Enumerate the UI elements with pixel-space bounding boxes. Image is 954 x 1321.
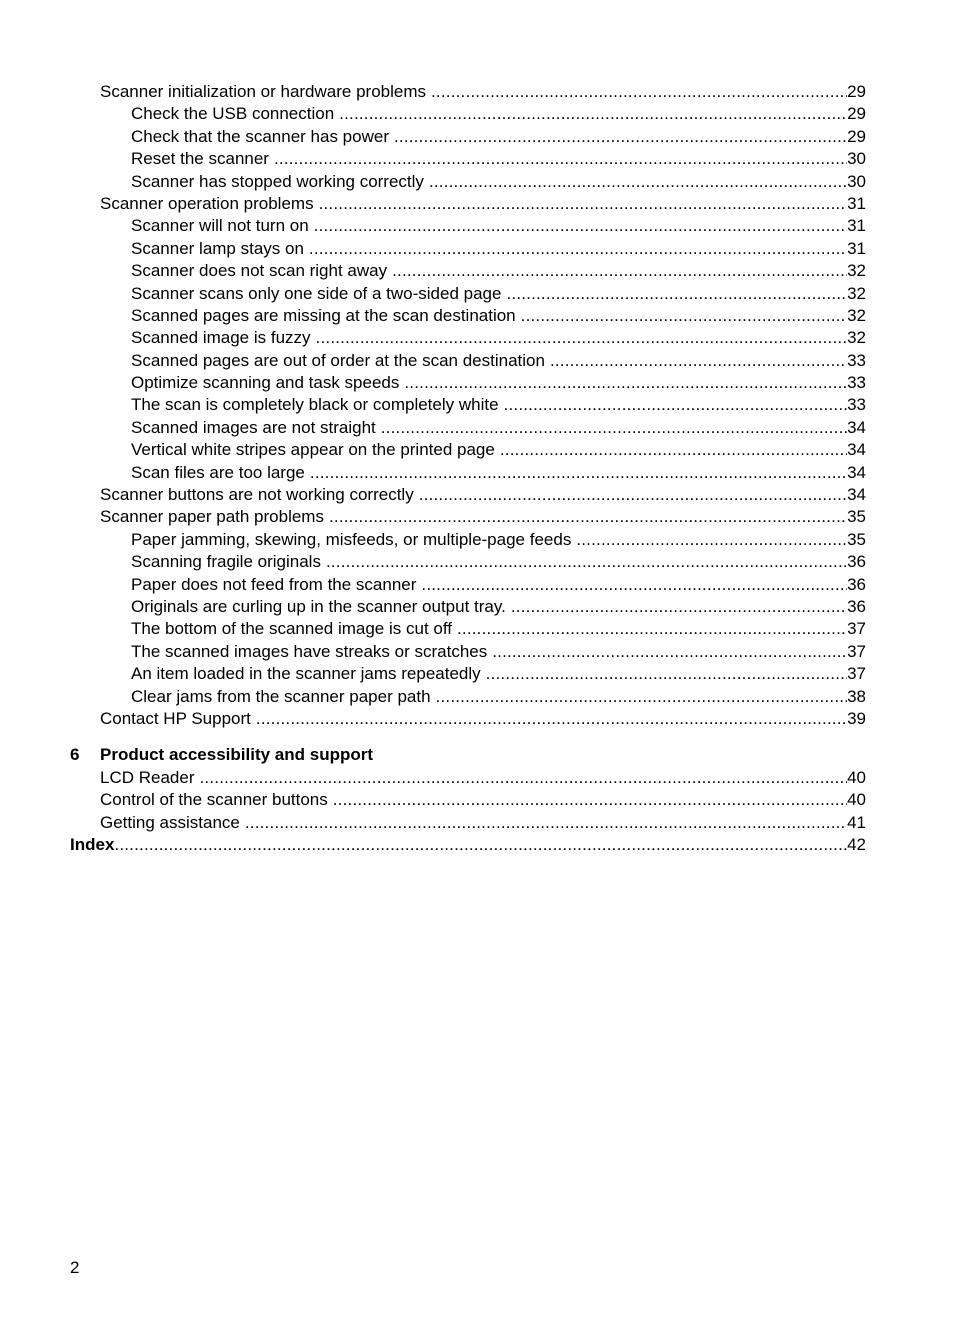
- toc-entry-page: 32: [847, 328, 866, 348]
- toc-entry-row: [131, 171, 866, 193]
- table-of-contents: [0, 81, 954, 856]
- toc-entry-title: Scanned image is fuzzy: [131, 328, 311, 348]
- toc-entry-page: 29: [847, 126, 866, 146]
- toc-entry[interactable]: [0, 148, 954, 170]
- toc-entry[interactable]: [0, 305, 954, 327]
- toc-dot-leader: [200, 767, 848, 789]
- toc-entry-page: 33: [847, 350, 866, 370]
- toc-dot-leader: [436, 686, 848, 708]
- toc-entry[interactable]: [0, 789, 954, 811]
- toc-dot-leader: [576, 529, 847, 551]
- toc-entry-title: Scanner scans only one side of a two-sided page: [131, 283, 502, 303]
- toc-dot-leader: [339, 103, 847, 125]
- toc-entry-row: [100, 789, 866, 811]
- toc-entry[interactable]: [0, 394, 954, 416]
- toc-entry[interactable]: [0, 686, 954, 708]
- toc-entry[interactable]: [0, 215, 954, 237]
- toc-section-list: [0, 81, 954, 730]
- toc-entry-title: Getting assistance: [100, 812, 240, 832]
- toc-entry-title: Scanned images are not straight: [131, 417, 376, 437]
- toc-dot-leader: [404, 372, 847, 394]
- toc-entry-row: [131, 596, 866, 618]
- chapter-title: Product accessibility and support: [100, 745, 374, 765]
- toc-entry[interactable]: [0, 596, 954, 618]
- toc-entry-page: 33: [847, 395, 866, 415]
- toc-entry-title: Scanner buttons are not working correctly: [100, 485, 414, 505]
- toc-entry-row: [100, 484, 866, 506]
- toc-entry[interactable]: [0, 439, 954, 461]
- toc-entry-title: Scanned pages are out of order at the scan destination: [131, 350, 545, 370]
- toc-entry-title: The scanned images have streaks or scratches: [131, 641, 488, 661]
- toc-entry-page: 37: [847, 664, 866, 684]
- toc-entry-row: [100, 506, 866, 528]
- toc-entry-page: 34: [847, 485, 866, 505]
- toc-entry-page: 36: [847, 574, 866, 594]
- toc-dot-leader: [421, 574, 847, 596]
- toc-entry-page: 29: [847, 104, 866, 124]
- toc-entry-title: Originals are curling up in the scanner output tray.: [131, 596, 506, 616]
- toc-entry-page: 34: [847, 417, 866, 437]
- toc-entry[interactable]: [0, 372, 954, 394]
- toc-dot-leader: [256, 708, 847, 730]
- toc-entry-title: Index: [70, 834, 115, 854]
- toc-entry-page: 34: [847, 462, 866, 482]
- toc-entry-page: 36: [847, 552, 866, 572]
- toc-dot-leader: [310, 462, 847, 484]
- toc-chapter-list: [0, 767, 954, 834]
- toc-entry-title: Paper jamming, skewing, misfeeds, or multiple-page feeds: [131, 529, 572, 549]
- toc-entry-page: 32: [847, 283, 866, 303]
- toc-dot-leader: [511, 596, 847, 618]
- toc-entry-row: [131, 372, 866, 394]
- toc-dot-leader: [245, 812, 847, 834]
- toc-entry-title: Vertical white stripes appear on the printed page: [131, 440, 495, 460]
- toc-entry-row: [131, 686, 866, 708]
- toc-entry-row: [70, 834, 866, 856]
- toc-entry-row: [131, 417, 866, 439]
- toc-entry-row: [100, 81, 866, 103]
- toc-entry[interactable]: [0, 193, 954, 215]
- toc-entry-row: [131, 574, 866, 596]
- toc-entry[interactable]: [0, 327, 954, 349]
- toc-entry[interactable]: [0, 551, 954, 573]
- toc-entry-row: [131, 439, 866, 461]
- toc-entry-row: [131, 641, 866, 663]
- toc-entry[interactable]: [0, 238, 954, 260]
- toc-entry[interactable]: [0, 529, 954, 551]
- toc-entry-row: [131, 283, 866, 305]
- toc-entry-row: [131, 529, 866, 551]
- toc-entry[interactable]: [0, 574, 954, 596]
- page-number: 2: [70, 1258, 80, 1277]
- toc-entry[interactable]: [0, 641, 954, 663]
- toc-dot-leader: [394, 126, 847, 148]
- toc-index-list: [0, 834, 954, 856]
- toc-entry-page: 38: [847, 686, 866, 706]
- toc-entry-row: [131, 462, 866, 484]
- toc-entry[interactable]: [0, 506, 954, 528]
- toc-entry-title: Scanner lamp stays on: [131, 238, 304, 258]
- toc-dot-leader: [114, 834, 847, 856]
- toc-entry-title: LCD Reader: [100, 767, 195, 787]
- toc-entry-title: Control of the scanner buttons: [100, 790, 328, 810]
- toc-entry-title: Scan files are too large: [131, 462, 305, 482]
- toc-entry-page: 36: [847, 596, 866, 616]
- toc-entry-page: 29: [847, 82, 866, 101]
- toc-entry-page: 30: [847, 171, 866, 191]
- toc-entry-title: An item loaded in the scanner jams repeatedly: [131, 664, 481, 684]
- toc-entry-page: 41: [847, 812, 866, 832]
- toc-entry-title: Scanner has stopped working correctly: [131, 171, 424, 191]
- toc-entry-row: [131, 350, 866, 372]
- toc-entry[interactable]: [0, 618, 954, 640]
- chapter-number: 6: [70, 745, 80, 765]
- toc-entry[interactable]: [0, 126, 954, 148]
- toc-entry-page: 31: [847, 216, 866, 236]
- toc-entry-page: 32: [847, 261, 866, 281]
- toc-entry-page: 34: [847, 440, 866, 460]
- toc-entry[interactable]: [0, 171, 954, 193]
- toc-dot-leader: [521, 305, 847, 327]
- toc-entry[interactable]: [0, 462, 954, 484]
- toc-entry-row: [131, 126, 866, 148]
- toc-entry-page: 32: [847, 305, 866, 325]
- toc-entry-page: 35: [847, 507, 866, 527]
- toc-entry-title: Scanner does not scan right away: [131, 261, 388, 281]
- toc-entry-title: Paper does not feed from the scanner: [131, 574, 417, 594]
- toc-entry[interactable]: [0, 812, 954, 834]
- toc-dot-leader: [492, 641, 847, 663]
- toc-dot-leader: [550, 350, 847, 372]
- toc-entry-page: 31: [847, 238, 866, 258]
- toc-dot-leader: [486, 663, 847, 685]
- toc-entry-page: 31: [847, 193, 866, 213]
- toc-dot-leader: [319, 193, 848, 215]
- toc-dot-leader: [274, 148, 847, 170]
- toc-entry-row: [131, 551, 866, 573]
- toc-entry-row: [131, 238, 866, 260]
- toc-entry-row: [131, 215, 866, 237]
- toc-entry[interactable]: [0, 834, 954, 856]
- toc-entry-title: Scanning fragile originals: [131, 552, 321, 572]
- toc-entry-row: [131, 260, 866, 282]
- toc-entry-title: Optimize scanning and task speeds: [131, 373, 400, 393]
- toc-dot-leader: [314, 215, 847, 237]
- toc-entry[interactable]: [0, 103, 954, 125]
- toc-entry-page: 37: [847, 641, 866, 661]
- toc-entry-page: 30: [847, 149, 866, 169]
- toc-entry-row: [131, 327, 866, 349]
- toc-entry-title: Scanned pages are missing at the scan destination: [131, 305, 516, 325]
- toc-dot-leader: [329, 506, 847, 528]
- toc-dot-leader: [309, 238, 847, 260]
- toc-dot-leader: [457, 618, 847, 640]
- toc-entry-title: Reset the scanner: [131, 149, 269, 169]
- toc-entry[interactable]: [0, 260, 954, 282]
- toc-entry-page: 42: [847, 834, 866, 854]
- toc-entry-page: 33: [847, 373, 866, 393]
- toc-dot-leader: [504, 394, 848, 416]
- toc-entry-row: [100, 193, 866, 215]
- toc-dot-leader: [326, 551, 847, 573]
- toc-entry-row: [131, 618, 866, 640]
- toc-dot-leader: [381, 417, 847, 439]
- toc-entry-row: [100, 812, 866, 834]
- toc-entry-title: Scanner operation problems: [100, 193, 314, 213]
- toc-entry-page: 39: [847, 708, 866, 728]
- toc-dot-leader: [333, 789, 847, 811]
- toc-dot-leader: [392, 260, 847, 282]
- toc-entry-title: Scanner will not turn on: [131, 216, 309, 236]
- toc-entry-title: Scanner initialization or hardware problems: [100, 82, 426, 101]
- toc-entry-row: [100, 708, 866, 730]
- toc-entry[interactable]: [0, 663, 954, 685]
- toc-entry[interactable]: [0, 417, 954, 439]
- toc-entry-page: 35: [847, 529, 866, 549]
- toc-entry-title: Check the USB connection: [131, 104, 335, 124]
- toc-entry[interactable]: [0, 350, 954, 372]
- toc-entry[interactable]: [0, 708, 954, 730]
- toc-entry[interactable]: [0, 283, 954, 305]
- toc-dot-leader: [500, 439, 847, 461]
- toc-dot-leader: [506, 283, 847, 305]
- toc-entry-title: Contact HP Support: [100, 708, 251, 728]
- toc-entry-row: [131, 148, 866, 170]
- toc-entry-title: The bottom of the scanned image is cut off: [131, 619, 452, 639]
- toc-entry-title: Clear jams from the scanner paper path: [131, 686, 431, 706]
- toc-dot-leader: [419, 484, 847, 506]
- toc-entry-title: Scanner paper path problems: [100, 507, 324, 527]
- toc-dot-leader: [431, 81, 847, 103]
- toc-entry[interactable]: [0, 484, 954, 506]
- toc-entry-title: Check that the scanner has power: [131, 126, 389, 146]
- toc-chapter-heading[interactable]: [0, 744, 954, 766]
- toc-entry[interactable]: [0, 81, 954, 103]
- toc-entry[interactable]: [0, 767, 954, 789]
- toc-entry-page: 40: [847, 767, 866, 787]
- toc-entry-row: [131, 305, 866, 327]
- toc-entry-page: 40: [847, 790, 866, 810]
- toc-dot-leader: [429, 171, 847, 193]
- toc-entry-page: 37: [847, 619, 866, 639]
- toc-dot-leader: [316, 327, 848, 349]
- toc-entry-row: [100, 767, 866, 789]
- toc-entry-title: The scan is completely black or completely white: [131, 395, 499, 415]
- toc-entry-row: [131, 663, 866, 685]
- toc-entry-row: [131, 394, 866, 416]
- toc-entry-row: [131, 103, 866, 125]
